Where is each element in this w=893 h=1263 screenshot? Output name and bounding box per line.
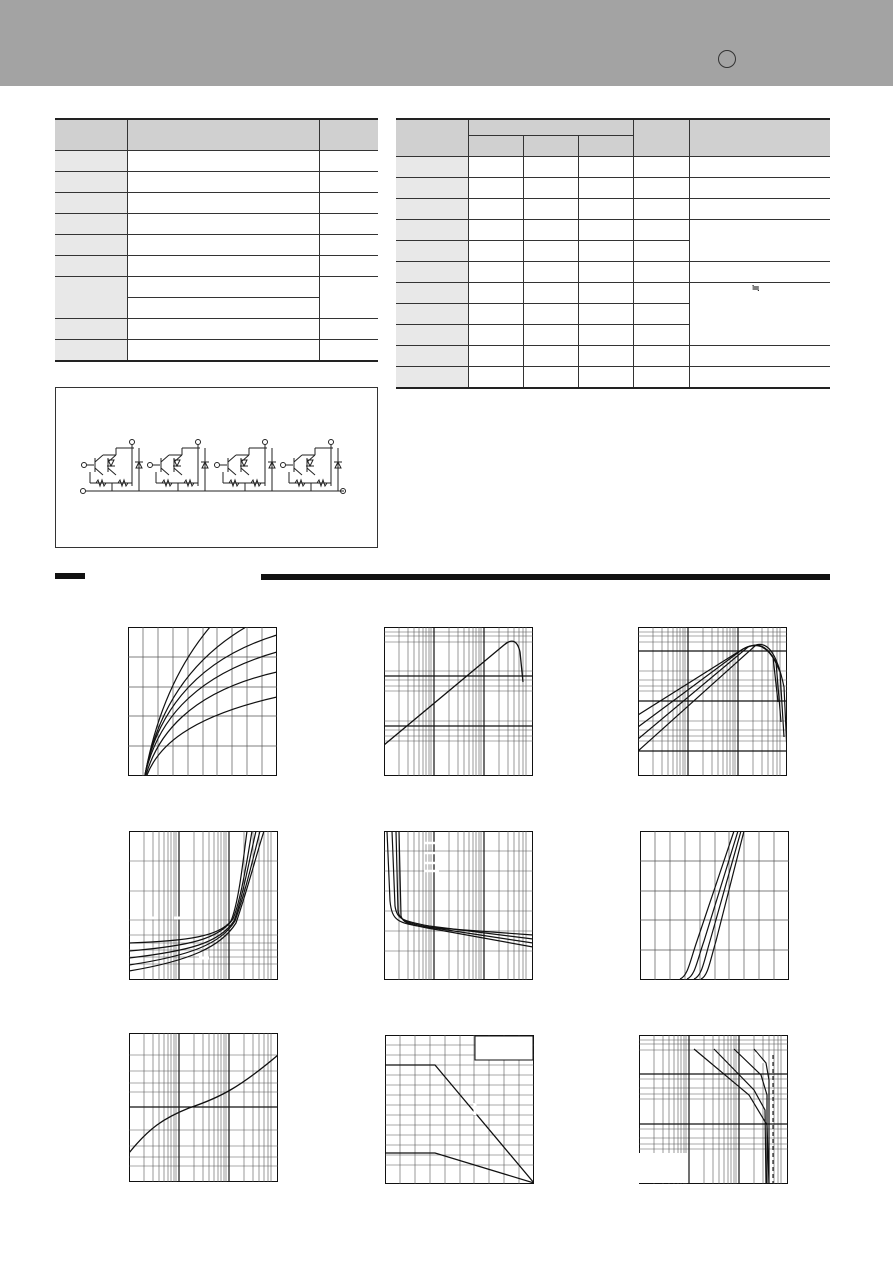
table-row [55, 319, 378, 340]
graph-log-curve-3 [638, 627, 787, 776]
table-row [396, 367, 830, 389]
graph-log-curve-5 [384, 831, 533, 980]
table-row [396, 220, 830, 241]
circuit-schematic [56, 388, 377, 547]
graph-transient-thermal-impedance [129, 1033, 278, 1182]
table-row [396, 346, 830, 367]
table-row [396, 199, 830, 220]
graph-log-curve-4 [129, 831, 278, 980]
table-row [396, 178, 830, 199]
graph-output-characteristics [128, 627, 277, 776]
characteristics-table [396, 118, 830, 389]
header-band [0, 0, 893, 86]
table-row [396, 157, 830, 178]
table-row [55, 277, 378, 298]
section-tab [55, 573, 85, 579]
table-row [55, 172, 378, 193]
table-row [55, 214, 378, 235]
graph-derating [385, 1035, 534, 1184]
header-circle-mark [718, 50, 736, 68]
table-row [55, 235, 378, 256]
approx-symbol: ≒ [689, 283, 830, 346]
table-header-row [55, 119, 378, 151]
table-row [396, 262, 830, 283]
table-row [396, 283, 830, 304]
table-row [55, 151, 378, 172]
circuit-diagram [55, 387, 378, 548]
ratings-table [55, 118, 378, 362]
table-header-row [396, 119, 830, 136]
table-row [55, 193, 378, 214]
table-row [55, 340, 378, 362]
graph-log-curve-2 [384, 627, 533, 776]
graph-transfer-characteristics [640, 831, 789, 980]
table-row [55, 256, 378, 277]
graph-safe-operating-area [639, 1035, 788, 1184]
section-bar [261, 574, 830, 580]
